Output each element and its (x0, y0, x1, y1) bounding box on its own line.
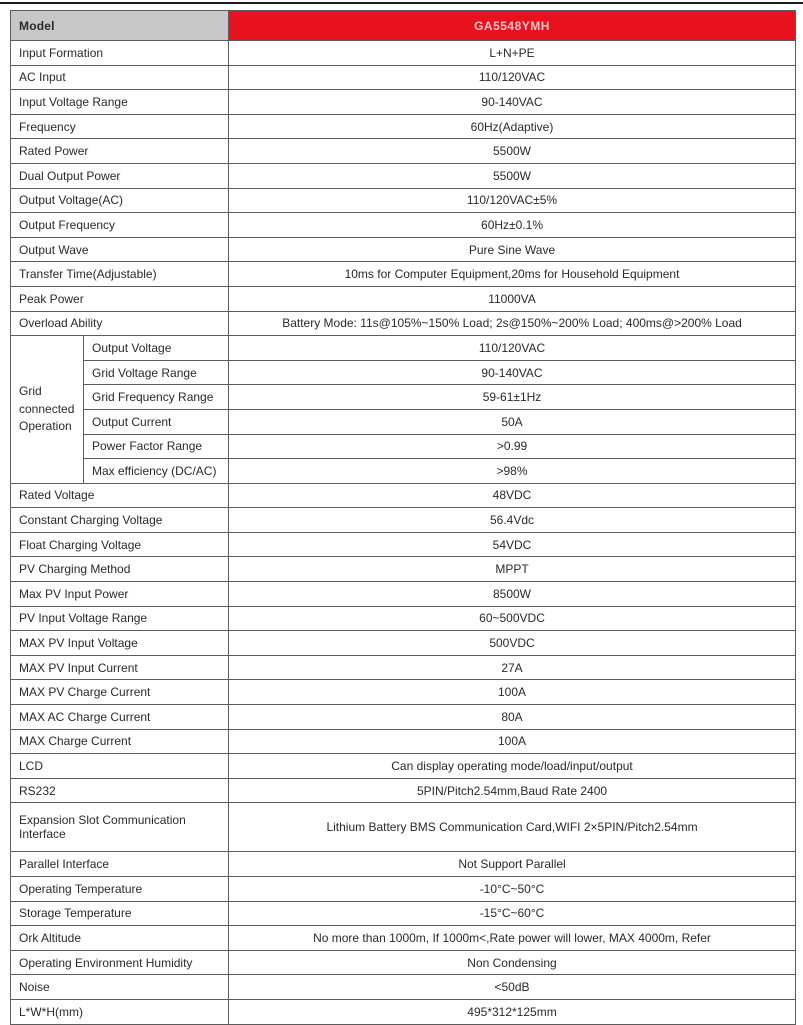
spec-label-cell: Parallel Interface (11, 852, 229, 877)
spec-value-cell: 100A (229, 729, 796, 754)
spec-row (11, 90, 796, 115)
spec-value-cell: Pure Sine Wave (229, 237, 796, 262)
spec-row (11, 803, 796, 852)
spec-label-cell: Operating Environment Humidity (11, 950, 229, 975)
spec-value-cell: 60~500VDC (229, 606, 796, 631)
spec-value-cell: No more than 1000m, If 1000m<,Rate power will lower, MAX 4000m, Refer (229, 926, 796, 951)
spec-label-cell: Frequency (11, 114, 229, 139)
spec-label-cell: Float Charging Voltage (11, 532, 229, 557)
spec-label-cell: Output Voltage(AC) (11, 188, 229, 213)
spec-value-cell: 50A (229, 409, 796, 434)
spec-row (11, 729, 796, 754)
spec-row (11, 262, 796, 287)
spec-label-cell: Noise (11, 975, 229, 1000)
spec-row (11, 483, 796, 508)
spec-label-cell: Rated Power (11, 139, 229, 164)
spec-label-cell: Transfer Time(Adjustable) (11, 262, 229, 287)
spec-label-cell: MAX PV Input Current (11, 655, 229, 680)
grid-section-row (11, 336, 796, 361)
spec-label-cell: RS232 (11, 778, 229, 803)
spec-label-cell: Output Wave (11, 237, 229, 262)
spec-value-cell: 495*312*125mm (229, 999, 796, 1024)
spec-label-cell: Output Frequency (11, 213, 229, 238)
spec-value-cell: <50dB (229, 975, 796, 1000)
spec-value-cell: Battery Mode: 11s@105%~150% Load; 2s@150%~200% Load; 400ms@>200% Load (229, 311, 796, 336)
spec-row (11, 852, 796, 877)
spec-row (11, 213, 796, 238)
spec-row (11, 606, 796, 631)
spec-row (11, 975, 796, 1000)
spec-sublabel-cell: Output Voltage (84, 336, 229, 361)
spec-row (11, 705, 796, 730)
spec-row (11, 65, 796, 90)
spec-value-cell: 5500W (229, 139, 796, 164)
spec-row (11, 41, 796, 66)
spec-label-cell: Operating Temperature (11, 877, 229, 902)
grid-section-row (11, 360, 796, 385)
spec-row (11, 532, 796, 557)
spec-row (11, 901, 796, 926)
spec-value-cell: Non Condensing (229, 950, 796, 975)
spec-sublabel-cell: Grid Voltage Range (84, 360, 229, 385)
model-header-cell: Model (11, 11, 229, 41)
spec-label-cell: Max PV Input Power (11, 582, 229, 607)
spec-row (11, 508, 796, 533)
spec-value-cell: 60Hz±0.1% (229, 213, 796, 238)
grid-section-row (11, 409, 796, 434)
spec-row (11, 778, 796, 803)
spec-value-cell: 8500W (229, 582, 796, 607)
spec-value-cell: -10°C~50°C (229, 877, 796, 902)
group-label-cell: Grid connected Operation (11, 336, 84, 484)
spec-value-cell: 110/120VAC (229, 336, 796, 361)
spec-value-cell: Not Support Parallel (229, 852, 796, 877)
spec-row (11, 631, 796, 656)
spec-sublabel-cell: Grid Frequency Range (84, 385, 229, 410)
spec-value-cell: 60Hz(Adaptive) (229, 114, 796, 139)
spec-label-cell: AC Input (11, 65, 229, 90)
spec-value-cell: 10ms for Computer Equipment,20ms for Household Equipment (229, 262, 796, 287)
spec-label-cell: Peak Power (11, 286, 229, 311)
spec-table-body (11, 11, 796, 1025)
spec-row (11, 877, 796, 902)
spec-value-cell: 100A (229, 680, 796, 705)
spec-row (11, 163, 796, 188)
spec-value-cell: Can display operating mode/load/input/output (229, 754, 796, 779)
spec-label-cell: MAX PV Input Voltage (11, 631, 229, 656)
spec-row (11, 680, 796, 705)
spec-label-cell: Input Formation (11, 41, 229, 66)
spec-label-cell: Constant Charging Voltage (11, 508, 229, 533)
spec-value-cell: Lithium Battery BMS Communication Card,WIFI 2×5PIN/Pitch2.54mm (229, 803, 796, 852)
spec-row (11, 114, 796, 139)
spec-table (10, 10, 796, 1025)
spec-row (11, 999, 796, 1024)
spec-value-cell: 90-140VAC (229, 90, 796, 115)
spec-value-cell: -15°C~60°C (229, 901, 796, 926)
spec-value-cell: 27A (229, 655, 796, 680)
spec-value-cell: 110/120VAC±5% (229, 188, 796, 213)
spec-label-cell: MAX PV Charge Current (11, 680, 229, 705)
spec-value-cell: 5500W (229, 163, 796, 188)
page-top-rule (0, 2, 803, 4)
spec-sublabel-cell: Output Current (84, 409, 229, 434)
model-value-cell: GA5548YMH (229, 11, 796, 41)
spec-row (11, 926, 796, 951)
spec-row (11, 286, 796, 311)
spec-label-cell: Dual Output Power (11, 163, 229, 188)
spec-row (11, 950, 796, 975)
spec-label-cell: Input Voltage Range (11, 90, 229, 115)
spec-label-cell: Rated Voltage (11, 483, 229, 508)
spec-label-cell: Ork Altitude (11, 926, 229, 951)
spec-label-cell: L*W*H(mm) (11, 999, 229, 1024)
spec-value-cell: >0.99 (229, 434, 796, 459)
spec-value-cell: 54VDC (229, 532, 796, 557)
grid-section-row (11, 385, 796, 410)
spec-row (11, 188, 796, 213)
spec-label-cell: Storage Temperature (11, 901, 229, 926)
spec-row (11, 557, 796, 582)
spec-row (11, 582, 796, 607)
table-header-row (11, 11, 796, 41)
spec-row (11, 311, 796, 336)
spec-value-cell: 48VDC (229, 483, 796, 508)
spec-label-cell: MAX Charge Current (11, 729, 229, 754)
grid-section-row (11, 459, 796, 484)
spec-label-cell: LCD (11, 754, 229, 779)
spec-label-cell: PV Input Voltage Range (11, 606, 229, 631)
grid-section-row (11, 434, 796, 459)
spec-label-cell: Overload Ability (11, 311, 229, 336)
spec-value-cell: 500VDC (229, 631, 796, 656)
spec-value-cell: 5PIN/Pitch2.54mm,Baud Rate 2400 (229, 778, 796, 803)
spec-label-cell: MAX AC Charge Current (11, 705, 229, 730)
spec-label-cell: PV Charging Method (11, 557, 229, 582)
spec-sublabel-cell: Max efficiency (DC/AC) (84, 459, 229, 484)
spec-value-cell: 90-140VAC (229, 360, 796, 385)
spec-value-cell: MPPT (229, 557, 796, 582)
spec-value-cell: 11000VA (229, 286, 796, 311)
spec-row (11, 237, 796, 262)
spec-row (11, 655, 796, 680)
spec-value-cell: L+N+PE (229, 41, 796, 66)
spec-row (11, 139, 796, 164)
spec-sublabel-cell: Power Factor Range (84, 434, 229, 459)
spec-row (11, 754, 796, 779)
spec-label-cell: Expansion Slot Communication Interface (11, 803, 229, 852)
spec-value-cell: 80A (229, 705, 796, 730)
spec-value-cell: 59-61±1Hz (229, 385, 796, 410)
spec-value-cell: >98% (229, 459, 796, 484)
spec-value-cell: 56.4Vdc (229, 508, 796, 533)
spec-value-cell: 110/120VAC (229, 65, 796, 90)
